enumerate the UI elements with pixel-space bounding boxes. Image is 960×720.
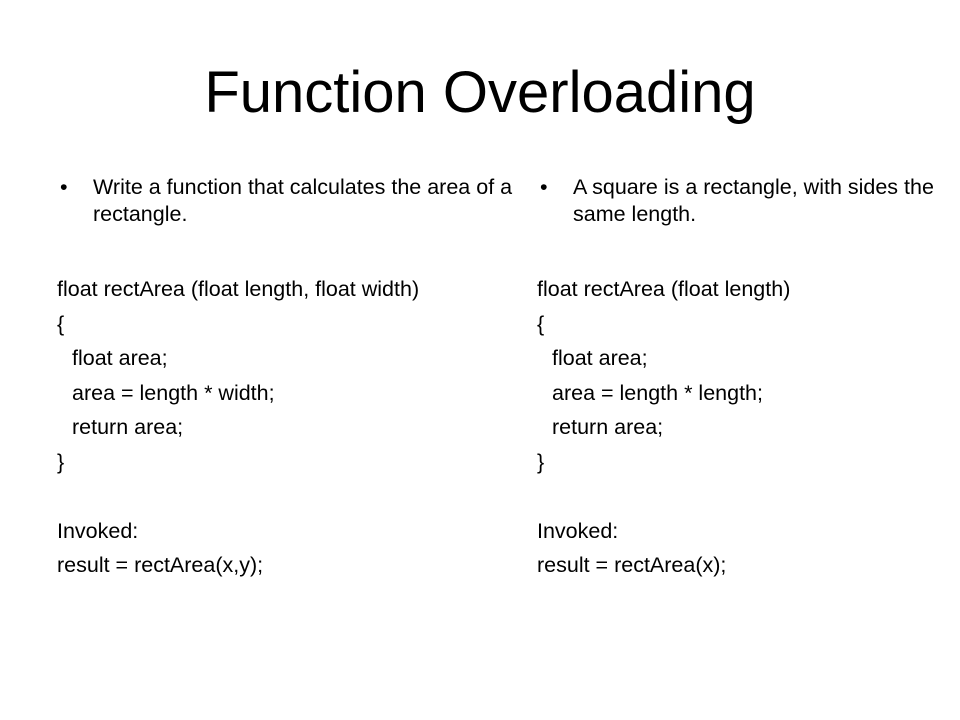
code-line: { [537,311,545,336]
slide-title: Function Overloading [204,60,756,125]
code-line: return area; [552,415,664,439]
code-line: float rectArea (float length) [537,277,791,301]
invocation-line: result = rectArea(x,y); [57,553,264,577]
invoked-label: Invoked: [537,518,619,543]
invocation-line: result = rectArea(x); [537,553,727,577]
right-bullet [537,174,937,228]
code-line: { [57,311,65,336]
blank-line [537,479,937,514]
bullet-dot: • [540,175,548,199]
blank-line [57,479,517,514]
code-line: } [57,449,65,474]
code-line: float rectArea (float length, float width) [57,277,420,301]
left-bullet-text: Write a function that calculates the area of a rectangle. [93,175,513,226]
left-code-block [57,272,517,583]
right-column [537,174,937,583]
right-code-block [537,272,937,583]
code-line: } [537,449,545,474]
code-line: float area; [552,346,648,370]
right-bullet-text: A square is a rectangle, with sides the same length. [573,175,934,226]
code-line: float area; [72,346,168,370]
bullet-dot: • [60,175,68,199]
invoked-label: Invoked: [57,518,139,543]
code-line: area = length * width; [72,380,275,405]
left-bullet [57,174,517,228]
left-column [57,174,517,583]
code-line: area = length * length; [552,380,763,405]
code-line: return area; [72,415,184,439]
